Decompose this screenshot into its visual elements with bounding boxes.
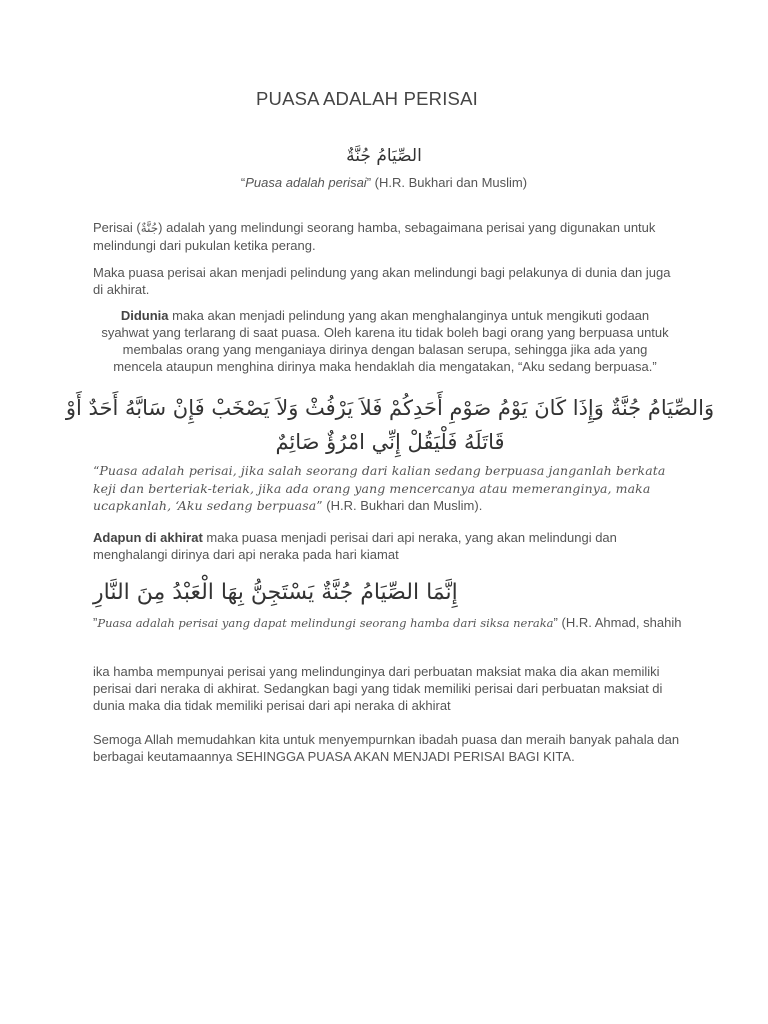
paragraph-akhirat bbox=[93, 529, 683, 563]
quote-close-mark: ” bbox=[316, 498, 323, 513]
quote-close-mark: ” bbox=[553, 615, 558, 630]
paragraph-didunia-text: maka akan menjadi pelindung yang akan menghalanginya untuk mengikuti godaan syahwat yang terlarang di saat puasa. Oleh karena itu tidak boleh bagi orang yang berpuasa untuk membalas orang yang menganiaya dirinya dengan balasan serupa, sehingga jika ada yang mencela ataupun menghina dirinya maka hendaklah dia mengatakan, “Aku sedang berpuasa.” bbox=[101, 308, 669, 374]
quote-translation-bukhari bbox=[93, 462, 683, 515]
paragraph-semoga: Semoga Allah memudahkan kita untuk menyempurnkan ibadah puasa dan meraih banyak pahala dan berbagai keutamaannya SEHINGGA PUASA AKAN MENJADI PERISAI BAGI KITA. bbox=[93, 732, 680, 764]
arabic-hadith-ahmad: إِنَّمَا الصِّيَامُ جُنَّةٌ يَسْتَجِنُّ بِهَا الْعَبْدُ مِنَ النَّارِ bbox=[93, 580, 458, 605]
quote-italic-text: Puasa adalah perisai yang dapat melindungi seorang hamba dari siksa neraka bbox=[97, 616, 554, 630]
quote-italic-text: Puasa adalah perisai bbox=[245, 175, 367, 190]
bold-lead-didunia: Didunia bbox=[120, 308, 169, 323]
bold-lead-akhirat: Adapun di akhirat bbox=[93, 530, 203, 545]
paragraph-akhirat-text: maka puasa menjadi perisai dari api neraka, yang akan melindungi dan menghalangi dirinya dari api neraka pada hari kiamat bbox=[93, 530, 617, 562]
quote-open-mark: “ bbox=[93, 463, 100, 478]
quote-translation-ahmad bbox=[93, 614, 703, 632]
page-title: PUASA ADALAH PERISAI bbox=[256, 88, 478, 109]
quote-open-mark: ” bbox=[93, 615, 98, 630]
quote-close-mark: ” bbox=[366, 175, 372, 190]
quote-source: (H.R. Bukhari dan Muslim). bbox=[322, 498, 483, 513]
quote-open-mark: “ bbox=[240, 175, 246, 190]
arabic-hadith-bukhari: وَالصِّيَامُ جُنَّةٌ وَإِذَا كَانَ يَوْمُ صَوْمِ أَحَدِكُمْ فَلاَ يَرْفُثْ وَلاَ يَصْخَبْ فَإِنْ سَابَّهُ أَحَدٌ أَوْ قَاتَلَهُ فَلْيَقُلْ إِنِّي امْرُؤٌ صَائِمٌ bbox=[65, 396, 715, 454]
paragraph-text-before: Perisai ( bbox=[93, 220, 141, 235]
quote-source: (H.R. Ahmad, shahih bbox=[557, 615, 682, 630]
quote-italic-text: Puasa adalah perisai, jika salah seorang dari kalian sedang berpuasa janganlah berkata keji dan berteriak-teriak, jika ada orang yang mencercanya atau memeranginya, maka ucapkanlah, ‘Aku sedang berpuasa bbox=[93, 463, 666, 513]
quote-puasa-perisai bbox=[0, 174, 768, 191]
quote-source: (H.R. Bukhari dan Muslim) bbox=[371, 175, 528, 190]
inline-arabic-word: جُنَّةٌ bbox=[140, 221, 159, 235]
paragraph-ika: ika hamba mempunyai perisai yang melindunginya dari perbuatan maksiat maka dia akan memiliki perisai dari neraka di akhirat. Sedangkan bagi yang tidak memiliki perisai dari perbuatan maksiat di dunia maka dia tidak memiliki perisai dari api neraka di akhirat bbox=[93, 664, 663, 713]
paragraph-text-after: ) adalah yang melindungi seorang hamba, sebagaimana perisai yang digunakan untuk melindungi dari pukulan ketika perang. bbox=[93, 220, 656, 253]
paragraph-maka: Maka puasa perisai akan menjadi pelindung yang akan melindungi bagi pelakunya di dunia dan juga di akhirat. bbox=[93, 265, 671, 297]
arabic-verse-short: الصِّيَامُ جُنَّةٌ bbox=[346, 146, 422, 166]
paragraph-perisai-definition bbox=[93, 219, 683, 254]
paragraph-didunia bbox=[100, 307, 670, 375]
